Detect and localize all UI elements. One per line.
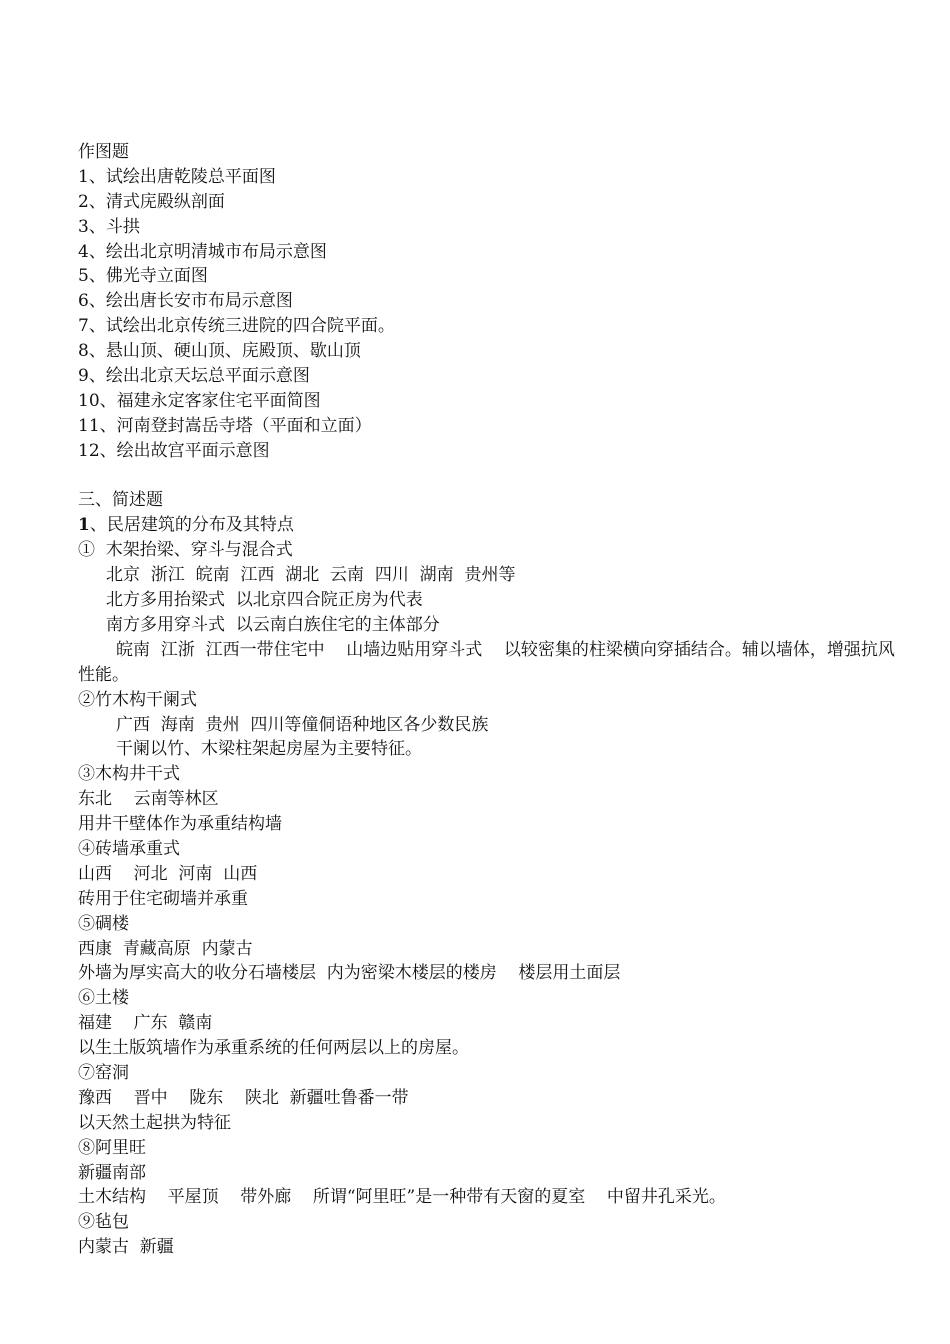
type-detail: 豫西 晋中 陇东 陕北 新疆吐鲁番一带 bbox=[78, 1087, 409, 1108]
type-heading: ⑦窑洞 bbox=[78, 1062, 129, 1083]
type-heading: ⑨毡包 bbox=[78, 1212, 129, 1233]
type-detail: 以生土版筑墙作为承重系统的任何两层以上的房屋。 bbox=[78, 1038, 469, 1059]
type-detail: 西康 青藏高原 内蒙古 bbox=[78, 938, 253, 959]
drawing-item: 9、绘出北京天坛总平面示意图 bbox=[78, 366, 310, 387]
type-paragraph-text: 皖南 江浙 江西一带住宅中 山墙边贴用穿斗式 以较密集的柱梁横向穿插结合。辅以墙体，增强抗风性能。 bbox=[78, 639, 895, 685]
drawing-section-title: 作图题 bbox=[78, 142, 129, 162]
type-detail: 北京 浙江 皖南 江西 湖北 云南 四川 湖南 贵州等 bbox=[106, 565, 516, 586]
type-detail: 山西 河北 河南 山西 bbox=[78, 863, 258, 884]
type-detail: 东北 云南等林区 bbox=[78, 789, 219, 810]
type-detail: 以天然土起拱为特征 bbox=[78, 1112, 231, 1133]
drawing-item: 5、佛光寺立面图 bbox=[78, 266, 208, 287]
type-detail: 土木结构 平屋顶 带外廊 所谓“阿里旺”是一种带有天窗的夏室 中留井孔采光。 bbox=[78, 1187, 726, 1208]
question-text: 、民居建筑的分布及其特点 bbox=[89, 515, 294, 536]
type-heading: ① 木架抬梁、穿斗与混合式 bbox=[78, 540, 293, 561]
drawing-item: 3、斗拱 bbox=[78, 216, 140, 237]
type-heading: ②竹木构干阑式 bbox=[78, 689, 197, 710]
drawing-item: 8、悬山顶、硬山顶、庑殿顶、歇山顶 bbox=[78, 341, 361, 362]
question-number: 1 bbox=[78, 515, 90, 536]
type-detail: 福建 广东 赣南 bbox=[78, 1013, 213, 1034]
drawing-item: 4、绘出北京明清城市布局示意图 bbox=[78, 241, 327, 262]
type-detail: 广西 海南 贵州 四川等僮侗语种地区各少数民族 bbox=[116, 714, 489, 735]
type-detail: 北方多用抬梁式 以北京四合院正房为代表 bbox=[106, 590, 423, 611]
type-heading: ⑥土楼 bbox=[78, 988, 129, 1009]
type-detail: 干阑以竹、木梁柱架起房屋为主要特征。 bbox=[116, 739, 422, 760]
type-detail: 新疆南部 bbox=[78, 1162, 146, 1183]
drawing-item: 6、绘出唐长安市布局示意图 bbox=[78, 291, 293, 312]
type-detail: 砖用于住宅砌墙并承重 bbox=[78, 888, 248, 909]
drawing-item: 1、试绘出唐乾陵总平面图 bbox=[78, 166, 276, 187]
type-heading: ⑧阿里旺 bbox=[78, 1137, 146, 1158]
drawing-item: 2、清式庑殿纵剖面 bbox=[78, 191, 225, 212]
type-detail: 内蒙古 新疆 bbox=[78, 1237, 174, 1258]
type-heading: ⑤碉楼 bbox=[78, 913, 129, 934]
type-paragraph bbox=[78, 638, 898, 688]
type-heading: ④砖墙承重式 bbox=[78, 838, 180, 859]
type-detail: 外墙为厚实高大的收分石墙楼层 内为密梁木楼层的楼房 楼层用土面层 bbox=[78, 963, 621, 984]
drawing-item: 7、试绘出北京传统三进院的四合院平面。 bbox=[78, 316, 395, 337]
type-detail: 南方多用穿斗式 以云南白族住宅的主体部分 bbox=[106, 614, 440, 635]
drawing-item: 10、福建永定客家住宅平面简图 bbox=[78, 390, 321, 411]
drawing-item: 11、河南登封嵩岳寺塔（平面和立面） bbox=[78, 415, 372, 436]
short-answer-title: 三、简述题 bbox=[78, 490, 163, 511]
section-spacer bbox=[78, 464, 898, 489]
type-detail: 用井干壁体作为承重结构墙 bbox=[78, 814, 282, 835]
type-heading: ③木构井干式 bbox=[78, 764, 180, 785]
drawing-item: 12、绘出故宫平面示意图 bbox=[78, 440, 270, 461]
question-heading bbox=[78, 513, 898, 538]
document-page bbox=[78, 140, 898, 1260]
